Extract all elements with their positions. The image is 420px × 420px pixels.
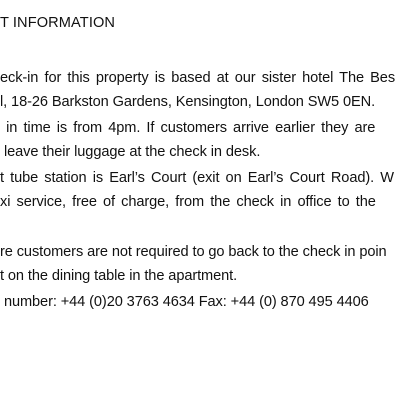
- transport-line-1: t tube station is Earl’s Court (exit on Earl’s Court Road). W: [0, 170, 394, 186]
- transport-line-2: xi service, free of charge, from the check in office to the: [0, 194, 376, 210]
- contact-numbers-line: number: +44 (0)20 3763 4634 Fax: +44 (0) 870 495 4406: [0, 294, 369, 310]
- checkin-location-line-1: eck-in for this property is based at our sister hotel The Bes: [0, 70, 396, 86]
- checkin-time-line-2: leave their luggage at the check in desk.: [0, 144, 261, 160]
- checkin-time-line-1: in time is from 4pm. If customers arrive earlier they are: [0, 120, 376, 136]
- checkout-line-1: re customers are not required to go back to the check in poin: [0, 244, 387, 260]
- checkout-line-2: t on the dining table in the apartment.: [0, 268, 238, 284]
- section-heading: T INFORMATION: [0, 15, 116, 31]
- checkin-location-line-2: l, 18-26 Barkston Gardens, Kensington, London SW5 0EN.: [0, 94, 376, 110]
